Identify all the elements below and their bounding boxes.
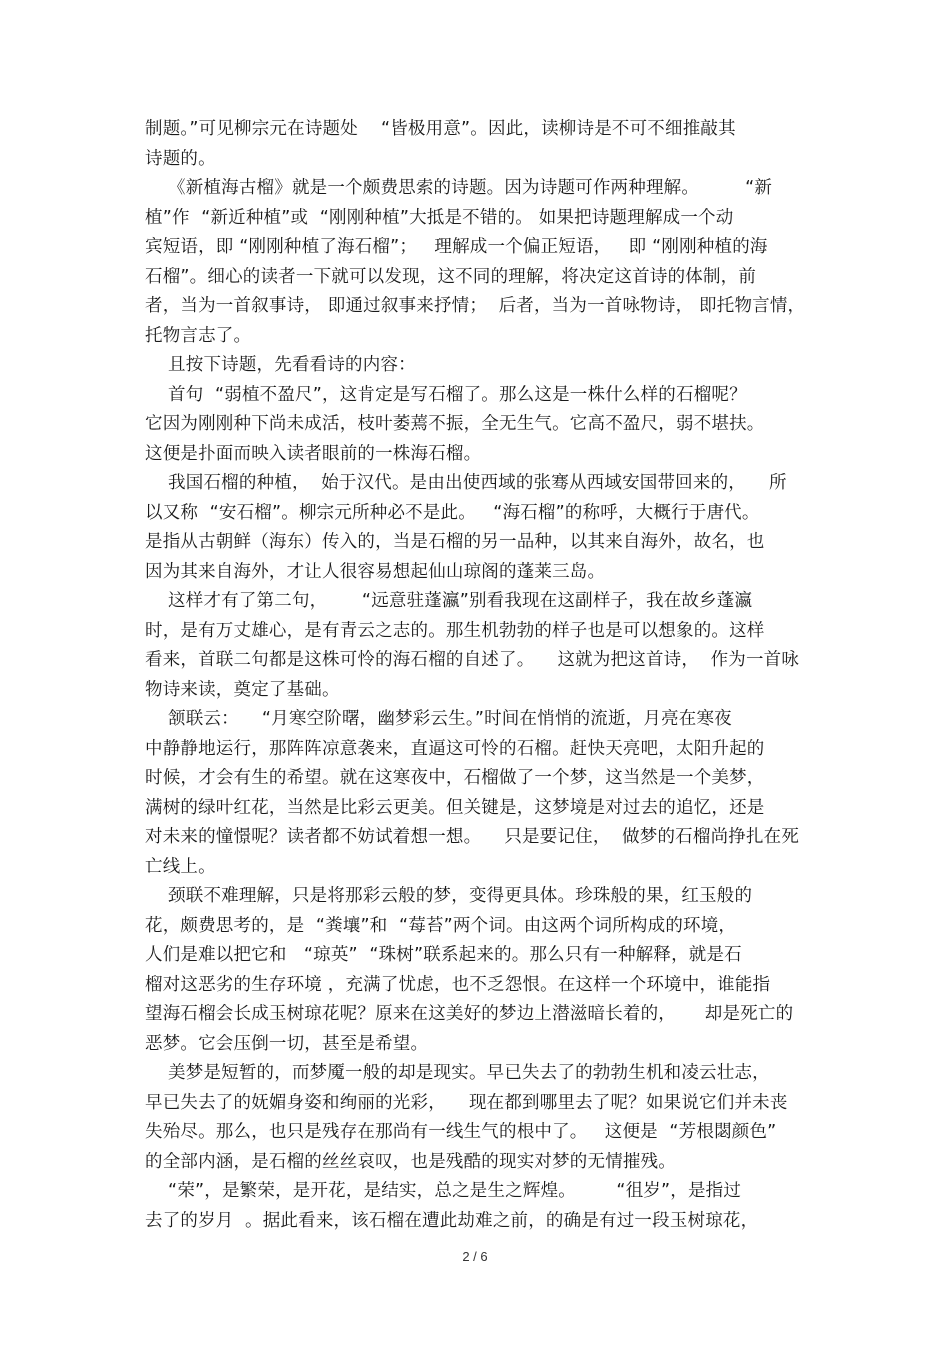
- text-line: 这便是扑面而映入读者眼前的一株海石榴。: [145, 443, 482, 464]
- text-line: 恶梦。它会压倒一切，甚至是希望。: [145, 1033, 429, 1054]
- text-line: 植”作 “新近种植”或 “刚刚种植”大抵是不错的。 如果把诗题理解成一个动: [145, 207, 734, 228]
- text-line: 花，颇费思考的，是 “粪壤”和 “莓苔”两个词。由这两个词所构成的环境，: [145, 915, 737, 936]
- text-line: 这样才有了第二句， “远意驻蓬瀛”别看我现在这副样子，我在故乡蓬瀛: [145, 591, 753, 611]
- text-line: 榴对这恶劣的生存环境 ，充满了忧虑，也不乏怨恨。在这样一个环境中，谁能指: [145, 974, 771, 995]
- text-line: 颈联不难理解，只是将那彩云般的梦，变得更具体。珍珠般的果，红玉般的: [145, 886, 753, 906]
- text-line: 首句 “弱植不盈尺”，这肯定是写石榴了。那么这是一株什么样的石榴呢？: [145, 384, 747, 405]
- text-line: 时候，才会有生的希望。就在这寒夜中，石榴做了一个梦，这当然是一个美梦，: [145, 768, 765, 788]
- text-line: 时，是有万丈雄心，是有青云之志的。那生机勃勃的样子也是可以想象的。这样: [145, 620, 765, 641]
- text-line: 以又称 “安石榴”。柳宗元所种必不是此。 “海石榴”的称呼，大概行于唐代。: [145, 502, 760, 523]
- text-line: 物诗来读，奠定了基础。: [145, 679, 340, 700]
- text-line: 宾短语，即 “刚刚种植了海石榴”； 理解成一个偏正短语， 即 “刚刚种植的海: [145, 237, 768, 257]
- text-line: 早已失去了的妩媚身姿和绚丽的光彩， 现在都到哪里去了呢？如果说它们并未丧: [145, 1092, 788, 1113]
- text-line: 我国石榴的种植， 始于汉代。是由出使西域的张骞从西域安国带回来的， 所: [145, 473, 787, 493]
- text-line: 失殆尽。那么，也只是残存在那尚有一线生气的根中了。 这便是 “芳根閟颜色”: [145, 1122, 777, 1142]
- text-line: 是指从古朝鲜（海东）传入的，当是石榴的另一品种，以其来自海外，故名，也: [145, 532, 765, 552]
- page-number: 2 / 6: [462, 1249, 488, 1264]
- text-line: 托物言志了。: [145, 325, 252, 346]
- text-line: 满树的绿叶红花，当然是比彩云更美。但关键是，这梦境是对过去的追忆，还是: [145, 797, 765, 818]
- text-line: 者，当为一首叙事诗， 即通过叙事来抒情； 后者，当为一首咏物诗， 即托物言情，: [145, 296, 806, 316]
- text-line: 美梦是短暂的，而梦魇一般的却是现实。早已失去了的勃勃生机和凌云壮志，: [145, 1063, 770, 1083]
- text-line: 因为其来自海外，才让人很容易想起仙山琼阁的蓬莱三岛。: [145, 561, 606, 582]
- text-line: “荣”，是繁荣，是开花，是结实，总之是生之辉煌。 “徂岁”，是指过: [145, 1181, 742, 1201]
- text-line: 望海石榴会长成玉树琼花呢？原来在这美好的梦边上潜滋暗长着的， 却是死亡的: [145, 1004, 794, 1024]
- text-line: 中静静地运行，那阵阵凉意袭来，直逼这可怜的石榴。赶快天亮吧，太阳升起的: [145, 738, 765, 759]
- text-line: 且按下诗题，先看看诗的内容：: [145, 355, 416, 375]
- text-line: 诗题的。: [145, 148, 216, 169]
- text-line: 对未来的憧憬呢？读者都不妨试着想一想。 只是要记住， 做梦的石榴尚挣扎在死: [145, 827, 800, 847]
- text-line: 去了的岁月 。据此看来，该石榴在遭此劫难之前，的确是有过一段玉树琼花，: [145, 1210, 759, 1231]
- text-line: 它因为刚刚种下尚未成活，枝叶萎蔫不振，全无生气。它高不盈尺，弱不堪扶。: [145, 414, 765, 434]
- text-line: 石榴”。细心的读者一下就可以发现，这不同的理解，将决定这首诗的体制，前: [145, 266, 757, 287]
- text-line: 看来，首联二句都是这株可怜的海石榴的自述了。 这就为把这首诗， 作为一首咏: [145, 650, 800, 670]
- text-line: 制题。”可见柳宗元在诗题处 “皆极用意”。因此，读柳诗是不可不细推敲其: [145, 119, 736, 139]
- text-line: 的全部内涵，是石榴的丝丝哀叹，也是残酷的现实对梦的无情摧残。: [145, 1151, 676, 1172]
- text-line: 人们是难以把它和 “琼英” “珠树”联系起来的。那么只有一种解释，就是石: [145, 945, 742, 965]
- body-text: [145, 115, 815, 1236]
- text-line: 亡线上。: [145, 856, 216, 877]
- text-line: 颔联云： “月寒空阶曙，幽梦彩云生。”时间在悄悄的流逝，月亮在寒夜: [145, 709, 732, 729]
- text-line: 《新植海古榴》就是一个颇费思索的诗题。因为诗题可作两种理解。 “新: [145, 178, 773, 198]
